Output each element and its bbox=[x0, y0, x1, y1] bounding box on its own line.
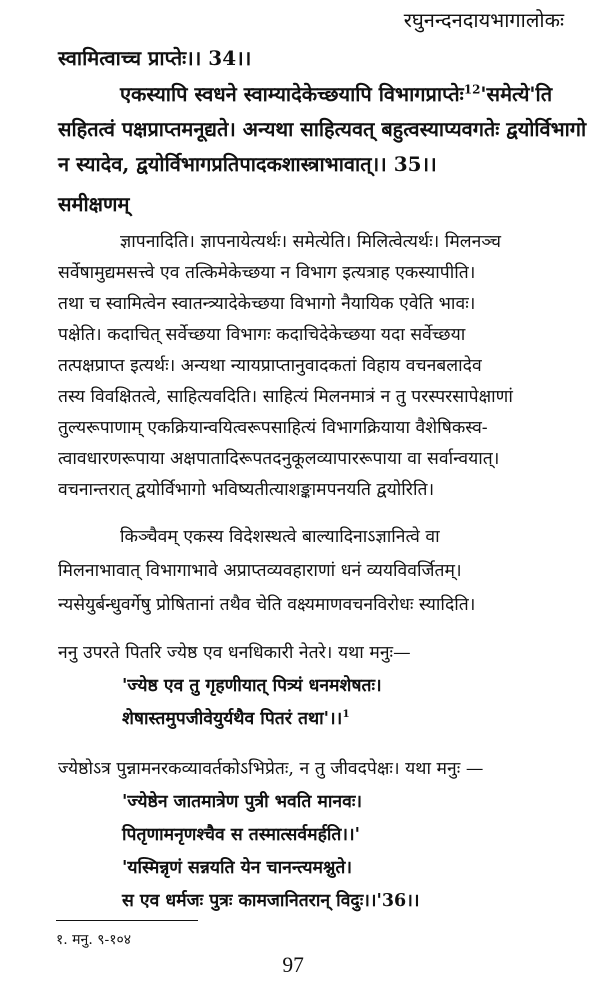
intro-1: ननु उपरते पितरि ज्येष्ठ एव धनधिकारी नेतरे। यथा मनुः— bbox=[58, 643, 411, 663]
para1-line: पक्षेति। कदाचित् सर्वेच्छया विभागः कदाचिदेकेच्छया यदा सर्वेच्छया bbox=[58, 325, 466, 345]
para1-line: ज्ञापनादिति। ज्ञापनायेत्यर्थः। समेत्येति। मिलित्वेत्यर्थः। मिलनञ्च bbox=[120, 232, 502, 252]
para1-line: तस्य विवक्षितत्वे, साहित्यवदिति। साहित्यं मिलनमात्रं न तु परस्परसापेक्षाणां bbox=[58, 387, 513, 407]
verse2-line-2: पितृणामनृणश्चैव स तस्मात्सर्वमर्हति।।' bbox=[122, 825, 360, 845]
para1-line: तथा च स्वामित्वेन स्वातन्त्र्यादेकेच्छया विभागो नैयायिक एवेति भावः। bbox=[58, 294, 476, 314]
sutra-35-line-2: सहितत्वं पक्षप्राप्तमनूद्यते। अन्यथा साहित्यवत् बहुत्वस्याप्यवगतेः द्वयोर्विभागो bbox=[58, 117, 587, 141]
para2-line: मिलनाभावात् विभागाभावे अप्राप्तव्यवहाराणां धनं व्ययविवर्जितम्। bbox=[58, 561, 462, 581]
intro-2: ज्येष्ठोऽत्र पुन्नामनरकव्यावर्तकोऽभिप्रेतः, न तु जीवदपेक्षः। यथा मनुः — bbox=[58, 759, 484, 779]
sutra-35-line-1 bbox=[120, 80, 552, 107]
verse2-line-1: 'ज्येष्ठेन जातमात्रेण पुत्री भवति मानवः। bbox=[122, 792, 362, 812]
verse2-line-3: 'यस्मिन्नृणं सन्नयति येन चानन्त्यमश्नुते। bbox=[122, 858, 352, 878]
para1-line: सर्वेषामुद्यमसत्त्वे एव तत्किमेकेच्छया न विभाग इत्यत्राह एकस्यापीति। bbox=[58, 263, 476, 283]
footnote-ref-1: 1 bbox=[342, 708, 350, 721]
footnote: १. मनु. ९-१०४ bbox=[56, 932, 132, 948]
sutra-35-line-1-text: एकस्यापि स्वधने स्वाम्यादेकेच्छयापि विभागप्राप्तेः bbox=[120, 82, 464, 106]
footnote-ref-12: 12 bbox=[463, 82, 481, 97]
verse2-line-4: स एव धर्मजः पुत्रः कामजानितरान् विदुः।।'36।। bbox=[122, 891, 420, 911]
verse1-line-1: 'ज्येष्ठ एव तु गृहणीयात् पित्र्यं धनमशेषतः। bbox=[122, 676, 382, 696]
sutra-35-line-3: न स्यादेव, द्वयोर्विभागप्रतिपादकशास्त्राभावात्।। 35।। bbox=[58, 152, 437, 176]
para2-line: न्यसेयुर्बन्धुवर्गेषु प्रोषितानां तथैव चेति वक्ष्यमाणवचनविरोधः स्यादिति। bbox=[58, 595, 476, 615]
sutra-35-line-1-tail: 'समेत्ये'ति bbox=[480, 82, 553, 106]
running-header: रघुनन्दनदायभागालोकः bbox=[403, 8, 564, 32]
verse1-line-2-text: शेषास्तमुपजीवेयुर्यथैव पितरं तथा'।। bbox=[122, 709, 343, 729]
para1-line: त्वावधारणरूपाया अक्षपातादिरूपतदनुकूलव्यापाररूपाया वा सर्वान्वयात्। bbox=[58, 449, 500, 469]
sutra-34: स्वामित्वाच्च प्राप्तेः।। 34।। bbox=[58, 46, 252, 70]
para1-line: तुल्यरूपाणाम् एकक्रियान्वयित्वरूपसाहित्यं विभागक्रियाया वैशेषिकस्व- bbox=[58, 418, 488, 438]
section-heading: समीक्षणम् bbox=[58, 192, 130, 216]
para1-line: वचनान्तरात् द्वयोर्विभागो भविष्यतीत्याशङ्कामपनयति द्वयोरिति। bbox=[58, 480, 435, 500]
para2-line: किञ्चैवम् एकस्य विदेशस्थत्वे बाल्यादिनाऽज्ञानित्वे वा bbox=[120, 527, 440, 547]
para1-line: तत्पक्षप्राप्त इत्यर्थः। अन्यथा न्यायप्राप्तानुवादकतां विहाय वचनबलादेव bbox=[58, 356, 482, 376]
page-number: 97 bbox=[282, 952, 304, 977]
footnote-rule bbox=[56, 920, 198, 921]
verse1-line-2 bbox=[122, 706, 350, 730]
